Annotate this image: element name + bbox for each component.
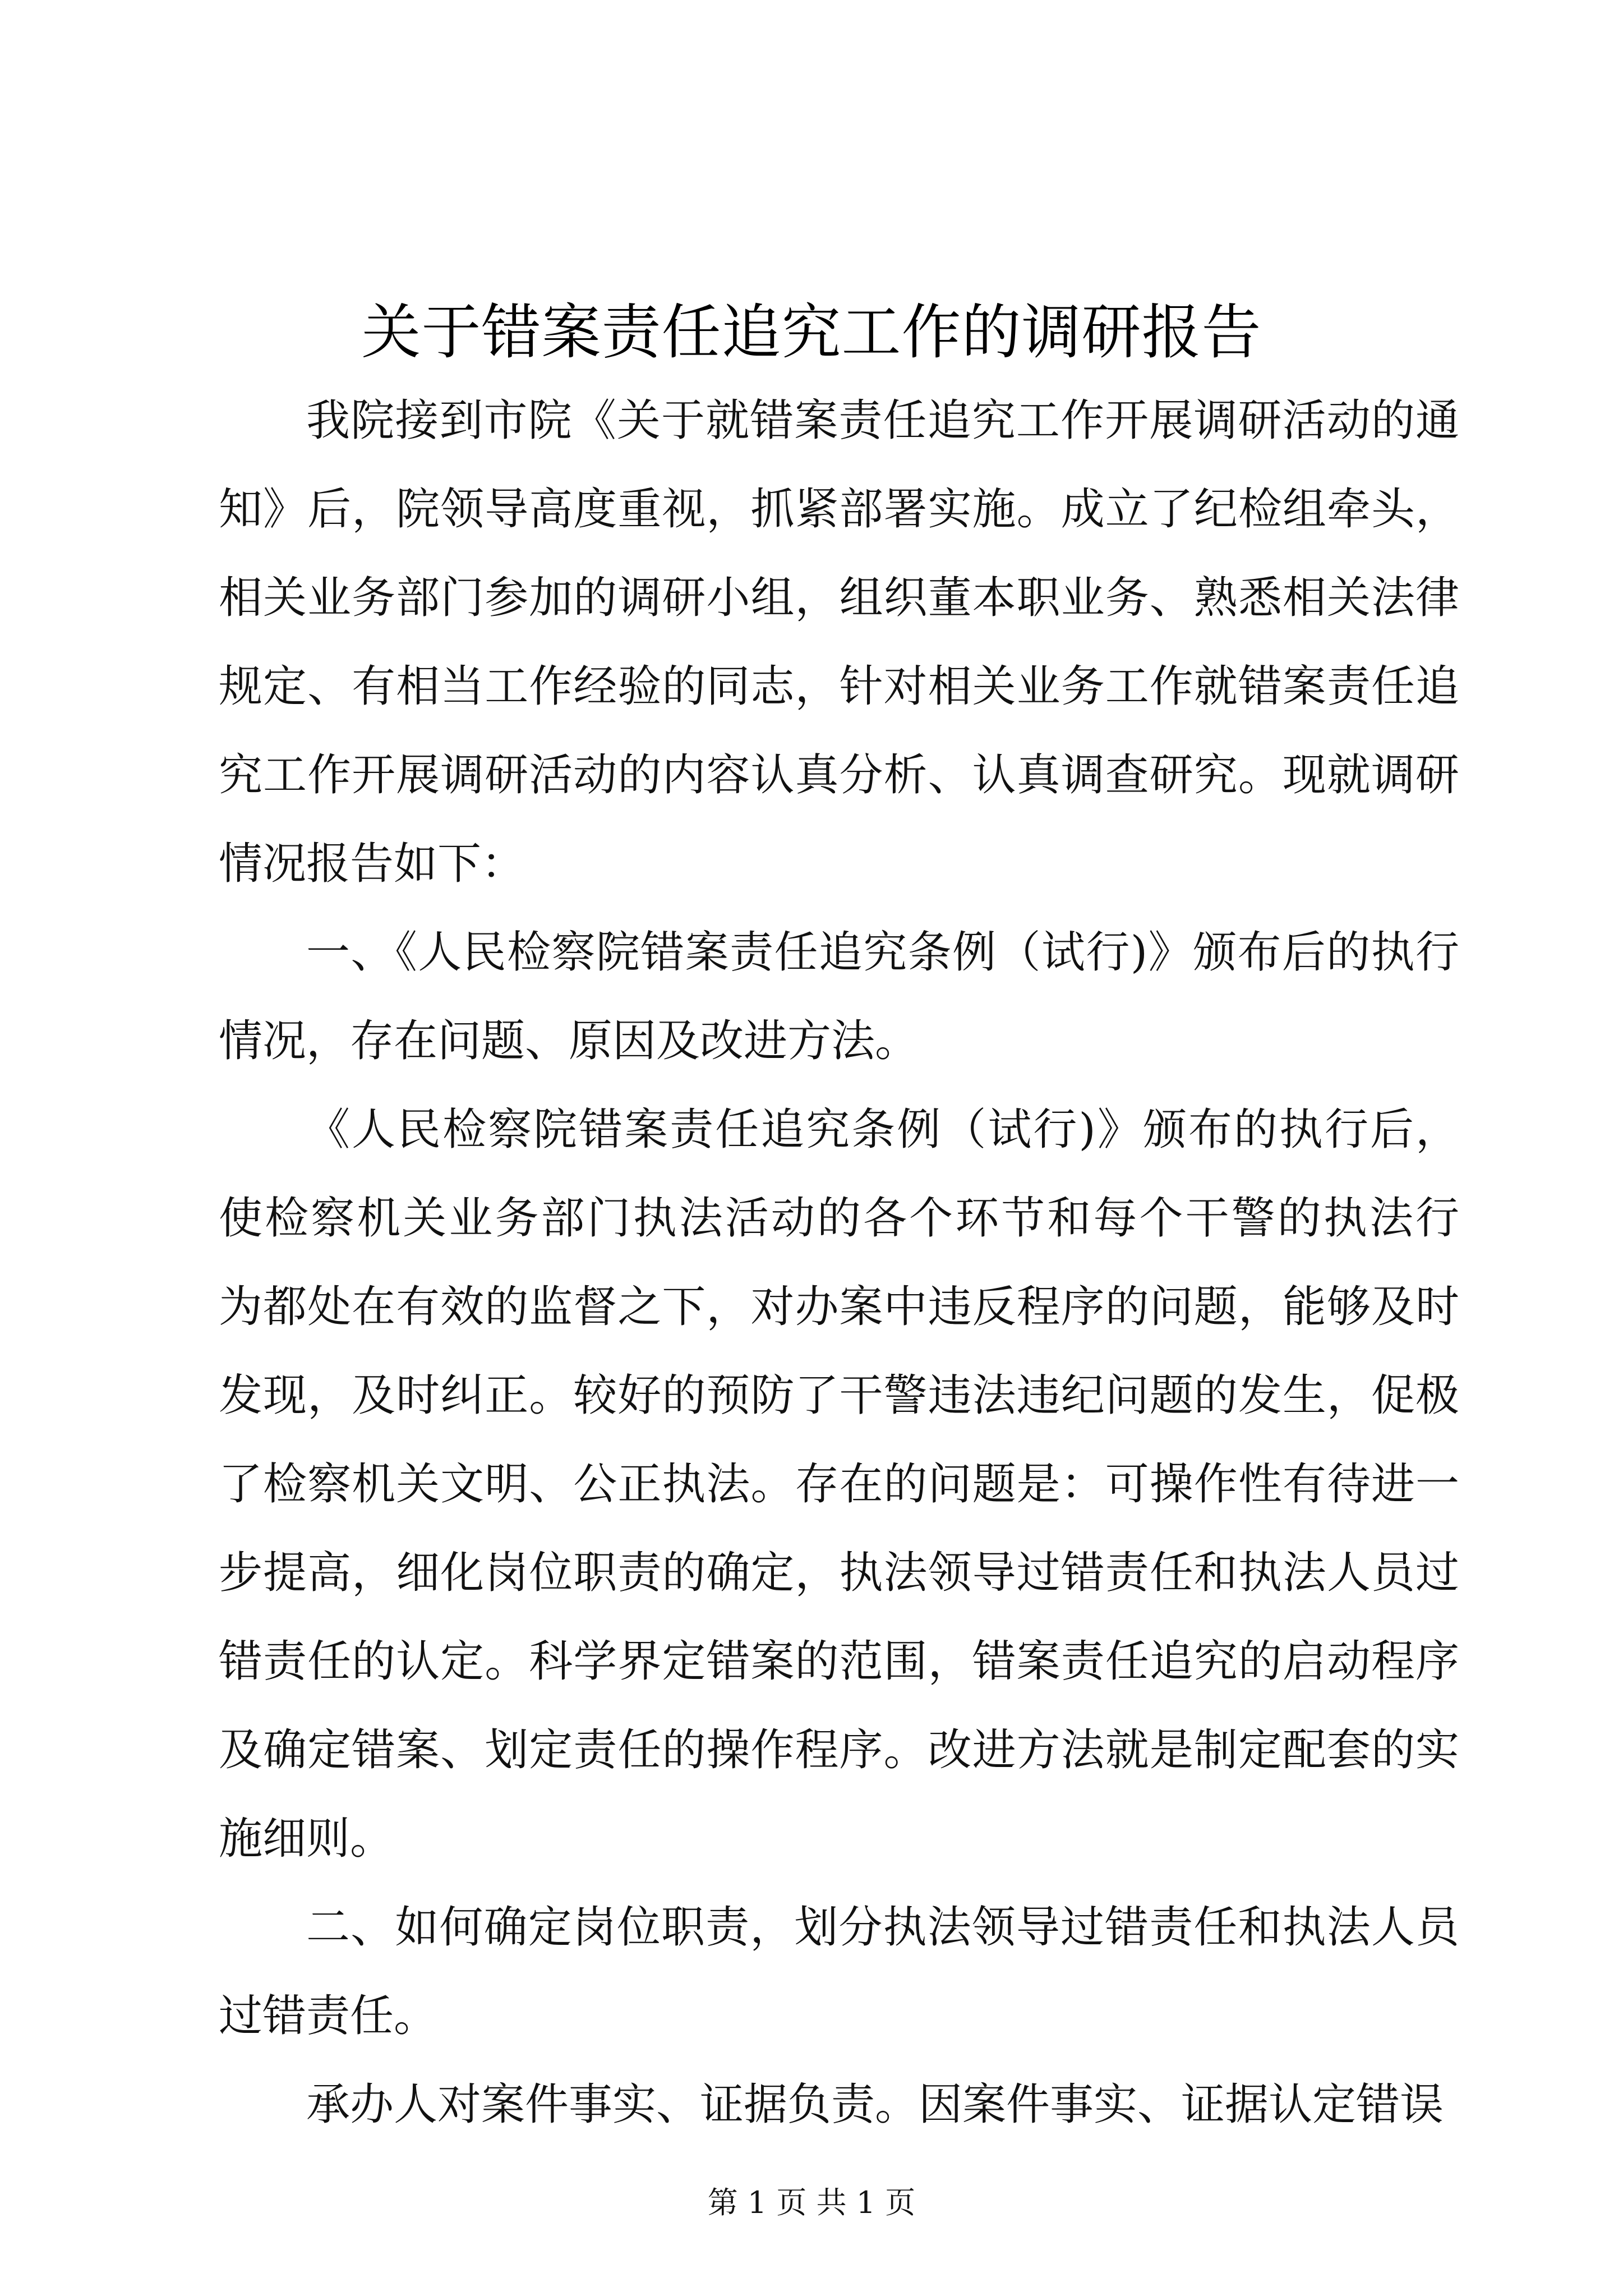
paragraph [219,1085,1459,1883]
text-line: 承办人对案件事实、证据负责。因案件事实、证据认定错误 [306,2079,1444,2130]
text-line: 情况报告如下： [219,839,525,889]
document-title: 关于错案责任追究工作的调研报告 [361,298,1262,367]
paragraph [219,376,1459,908]
text-line: 发现，及时纠正。较好的预防了干警违法违纪问题的发生，促极 [219,1370,1459,1421]
text-line: 究工作开展调研活动的内容认真分析、认真调查研究。现就调研 [219,750,1459,800]
text-line: 施细则。 [219,1814,394,1864]
text-line: 知》后，院领导高度重视，抓紧部署实施。成立了纪检组牵头， [219,484,1459,535]
text-line: 规定、有相当工作经验的同志，针对相关业务工作就错案责任追 [219,661,1459,712]
text-line: 使检察机关业务部门执法活动的各个环节和每个干警的执法行 [219,1193,1459,1244]
paragraph [219,1883,1459,2060]
text-line: 为都处在有效的监督之下，对办案中违反程序的问题，能够及时 [219,1282,1459,1332]
text-line: 《人民检察院错案责任追究条例（试行)》颁布的执行后， [306,1105,1459,1155]
text-line: 一、《人民检察院错案责任追究条例（试行)》颁布后的执行 [306,927,1459,978]
text-line: 情况，存在问题、原因及改进方法。 [219,1016,919,1066]
text-line: 错责任的认定。科学界定错案的范围，错案责任追究的启动程序 [219,1636,1459,1687]
text-line: 过错责任。 [219,1991,438,2041]
paragraph [219,2060,1459,2149]
paragraph [219,908,1459,1085]
text-line: 步提高，细化岗位职责的确定，执法领导过错责任和执法人员过 [219,1548,1459,1598]
page-footer: 第 1 页 共 1 页 [707,2185,916,2220]
document-body [219,376,1459,2149]
text-line: 我院接到市院《关于就错案责任追究工作开展调研活动的通 [306,395,1459,446]
text-line: 二、如何确定岗位职责，划分执法领导过错责任和执法人员 [306,1902,1459,1953]
text-line: 相关业务部门参加的调研小组，组织董本职业务、熟悉相关法律 [219,573,1459,623]
text-line: 了检察机关文明、公正执法。存在的问题是：可操作性有待进一 [219,1459,1459,1510]
text-line: 及确定错案、划定责任的操作程序。改进方法就是制定配套的实 [219,1725,1459,1775]
